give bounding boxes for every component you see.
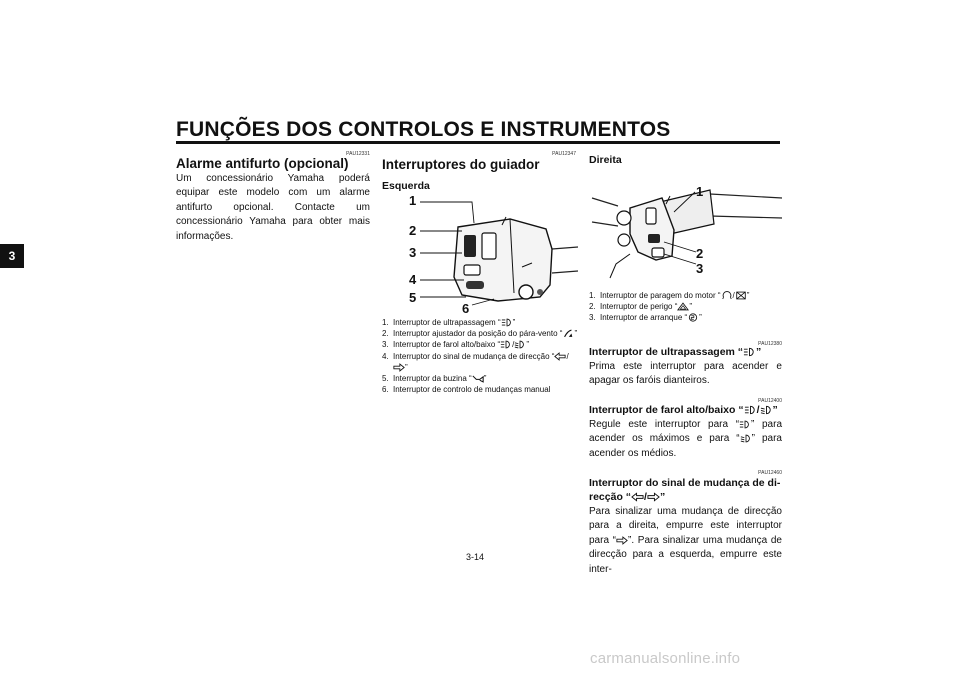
page-number: 3-14 [466, 552, 485, 562]
title-rule [176, 141, 780, 144]
turn-left-icon [631, 492, 644, 502]
engine-run-icon [721, 291, 733, 300]
turn-right-icon [393, 363, 405, 372]
callout-number: 1 [696, 184, 704, 199]
horn-button [466, 281, 484, 289]
section-code: PAU12460 [758, 470, 782, 476]
heading-dimmer-switch: Interruptor de farol alto/baixo “ / ” [589, 404, 778, 416]
high-beam-icon [500, 340, 512, 349]
start-icon [687, 313, 699, 322]
turn-left-icon [554, 352, 566, 361]
callout-number: 4 [409, 272, 417, 287]
section-code: PAU12380 [758, 341, 782, 347]
engine-stop-switch [646, 208, 656, 224]
windshield-switch [482, 233, 496, 259]
low-beam-icon [514, 340, 526, 349]
left-handlebar-figure [402, 193, 578, 311]
callout-number: 5 [409, 290, 417, 305]
handlebar-tube [552, 247, 578, 273]
subheading-right: Direita [589, 154, 622, 166]
turn-switch [464, 265, 480, 275]
low-beam-icon [740, 434, 752, 443]
section-code: PAU12347 [552, 151, 576, 157]
hazard-icon [677, 302, 689, 311]
watermark: carmanualsonline.info [590, 650, 741, 667]
callout-number: 2 [409, 223, 417, 238]
callout-number: 3 [696, 261, 704, 276]
start-switch [652, 248, 664, 257]
section-code: PAU12331 [346, 151, 370, 157]
turn-right-icon [647, 492, 660, 502]
lever-pivot [617, 211, 631, 225]
page-title: FUNÇÕES DOS CONTROLOS E INSTRUMENTOS [176, 118, 671, 141]
heading-passing-switch: Interruptor de ultrapassagem “ ” [589, 346, 762, 358]
right-captions [589, 290, 785, 324]
alarm-paragraph: Um concessionário Yamaha poderá equipar este modelo com um alarme antifurto opcional. Contacte um concessionário Yamaha para obter mais informações. [176, 173, 370, 242]
caption-item: 1. Interruptor de paragem do motor “ / ” [589, 291, 750, 300]
callout-number: 6 [462, 301, 470, 316]
passing-switch-text: Prima este interruptor para acender e apagar os faróis dianteiros. [589, 361, 782, 387]
engine-stop-icon [735, 291, 747, 300]
turn-right-icon [616, 536, 628, 545]
hazard-switch [648, 234, 660, 243]
caption-item: 4. Interruptor do sinal de mudança de direcção “ /” [382, 351, 569, 372]
chapter-tab: 3 [0, 244, 24, 268]
dimmer-switch [464, 235, 476, 257]
high-beam-icon [743, 347, 756, 357]
shift-button [519, 285, 533, 299]
caption-item: 3. Interruptor de arranque “ ” [589, 313, 702, 323]
callout-number: 2 [696, 246, 704, 261]
caption-item: 2. Interruptor de perigo “ ” [589, 302, 693, 312]
heading-turn-signal-switch: Interruptor do sinal de mudança de di- recção “ / ” [589, 477, 781, 503]
section-code: PAU12400 [758, 398, 782, 404]
dimmer-switch-text: Regule este interruptor para “ ” para acender os máximos e para “ ” para acender os médios. [589, 419, 783, 459]
horn-icon [472, 374, 484, 383]
windshield-icon [562, 329, 574, 338]
caption-item: 6. Interruptor de controlo de mudanças manual [382, 385, 551, 395]
right-handlebar-figure [590, 168, 782, 284]
callout-number: 1 [409, 193, 417, 208]
high-beam-icon [501, 318, 513, 327]
caption-item: 1. Interruptor de ultrapassagem “ ” [382, 318, 516, 327]
subheading-left: Esquerda [382, 180, 430, 192]
high-beam-icon [739, 420, 751, 429]
turn-signal-text: Para sinalizar uma mudança de direcção para a direita, empurre este interruptor para “ ”. Para sinalizar uma mudança de direcção para a esquerda, empurre este inter- [589, 506, 782, 575]
caption-item: 5. Interruptor da buzina “ ” [382, 374, 487, 384]
low-beam-icon [760, 405, 773, 415]
section-heading-alarm: Alarme antifurto (opcional) [176, 156, 349, 171]
left-captions [382, 317, 578, 395]
section-heading-handlebar: Interruptores do guiador [382, 157, 540, 172]
caption-item: 2. Interruptor ajustador da posição do pára-vento “ ” [382, 329, 578, 339]
caption-item: 3. Interruptor de farol alto/baixo “ / ” [382, 340, 530, 350]
high-beam-icon [744, 405, 757, 415]
callout-number: 3 [409, 245, 417, 260]
